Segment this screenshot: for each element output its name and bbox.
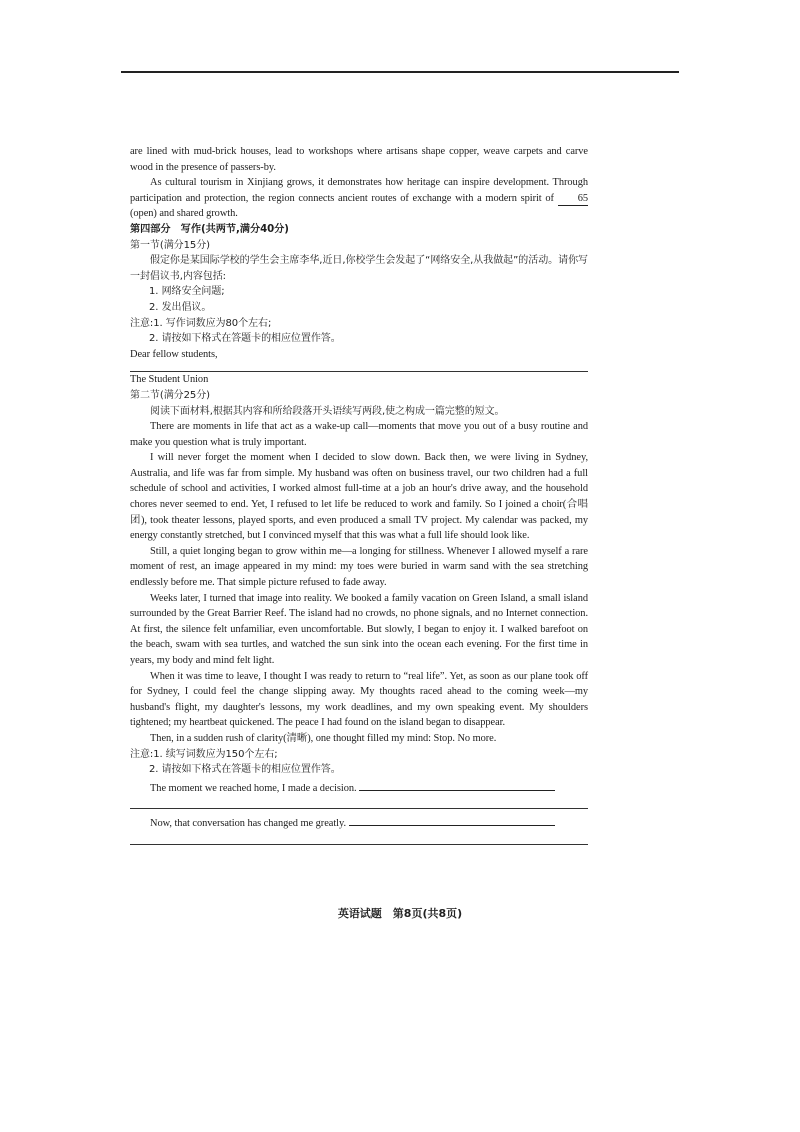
- answer-line: [349, 815, 555, 826]
- story-paragraph-5: When it was time to leave, I thought I was ready to return to “real life”. Yet, as soon as our plane took off for Sydney, I could feel the change slipping away. My thoughts raced ahead to the coming week—my husband's flight, my daughter's lessons, my work deadlines, and my own speaking event. My shoulders tightened; my heartbeat quickened. The peace I had found on the island began to disappear.: [130, 670, 588, 729]
- page-footer: 英语试题 第8页(共8页): [337, 907, 463, 920]
- answer-rule-2: [130, 844, 588, 845]
- reading-tail-paragraph: are lined with mud-brick houses, lead to workshops where artisans shape copper, weave carpets and carve wood in the presence of passers-by.: [130, 146, 588, 173]
- section1-item-1: 1. 网络安全问题;: [149, 286, 225, 298]
- section2-note-1: 注意:1. 续写词数应为150个左右;: [130, 748, 278, 760]
- section1-note-2: 2. 请按如下格式在答题卡的相应位置作答。: [149, 333, 341, 345]
- answer-line: [359, 780, 555, 791]
- blank-65: 65: [558, 193, 588, 206]
- continuation-starter-1: The moment we reached home, I made a decision.: [130, 780, 588, 797]
- story-paragraph-3: Still, a quiet longing began to grow within me—a longing for stillness. Whenever I allowed myself a rare moment of rest, an image appeared in my mind: my toes were buried in warm sand with the sea stretching endlessly before me. That simple picture refused to fade away.: [130, 545, 588, 589]
- top-rule: [121, 71, 679, 73]
- part4-heading: 第四部分 写作(共两节,满分40分): [130, 223, 289, 235]
- story-paragraph-1: There are moments in life that act as a wake-up call—moments that move you out of a busy routine and make you question what is truly important.: [130, 421, 588, 448]
- story-paragraph-6: Then, in a sudden rush of clarity(清晰), one thought filled my mind: Stop. No more.: [150, 732, 497, 744]
- story-paragraph-2: I will never forget the moment when I decided to slow down. Back then, we were living in Sydney, Australia, and life was far from simple. My husband was often on business travel, our two children had a full schedule of school and activities, I worked almost full-time at a job an hour's drive away, and the household chores never seemed to end. Yet, I refused to let life be reduced to work and family. So I joined a choir(合唱团), took theater lessons, played sports, and even produced a small TV project. My calendar was packed, my energy constantly stretched, but I convinced myself that this was what a full life should look like.: [130, 452, 588, 542]
- reading-conclusion-paragraph: As cultural tourism in Xinjiang grows, it demonstrates how heritage can inspire development. Through participation and protection, the region connects ancient routes of exchange with a modern spirit of 65 (open) and shared growth.: [130, 177, 588, 220]
- letter-signature: The Student Union: [130, 374, 209, 386]
- story-paragraph-4: Weeks later, I turned that image into reality. We booked a family vacation on Green Island, a small island surrounded by the Great Barrier Reef. The island had no crowds, no phone signals, and no Internet connection. At first, the silence felt unfamiliar, even uncomfortable. But slowly, I began to enjoy it. I walked barefoot on the beach, swam with sea turtles, and watched the sun sink into the ocean each evening. For the first time in years, my body and mind felt light.: [130, 592, 588, 666]
- section1-item-2: 2. 发出倡议。: [149, 301, 212, 313]
- section2-heading: 第二节(满分25分): [130, 389, 211, 401]
- answer-rule-1: [130, 808, 588, 809]
- page-content: [130, 144, 588, 845]
- section2-prompt: 阅读下面材料,根据其内容和所给段落开头语续写两段,使之构成一篇完整的短文。: [150, 405, 505, 417]
- section1-note-1: 注意:1. 写作词数应为80个左右;: [130, 317, 272, 329]
- letter-salutation: Dear fellow students,: [130, 348, 218, 360]
- section1-prompt: 假定你是某国际学校的学生会主席李华,近日,你校学生会发起了“网络安全,从我做起”的活动。请你写一封倡议书,内容包括:: [130, 255, 588, 282]
- section1-heading: 第一节(满分15分): [130, 239, 211, 251]
- continuation-starter-2: Now, that conversation has changed me greatly.: [130, 815, 588, 832]
- section2-note-2: 2. 请按如下格式在答题卡的相应位置作答。: [149, 764, 341, 776]
